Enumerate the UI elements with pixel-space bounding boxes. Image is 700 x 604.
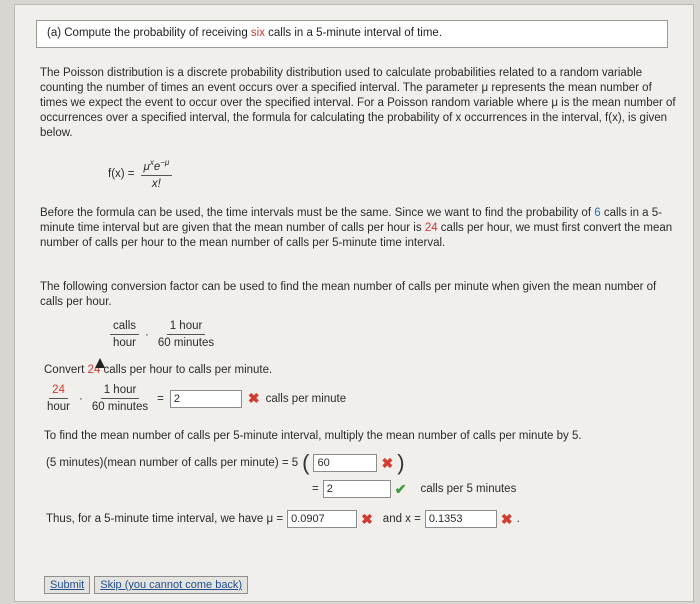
five-minute-result-row: = 2 ✔ calls per 5 minutes xyxy=(312,480,517,497)
question-header xyxy=(36,20,668,48)
action-buttons xyxy=(44,576,248,594)
calc-fraction-2: $\frac{\text{1 hour}}{\text{60 minutes}}$ xyxy=(91,384,149,413)
five-minute-product-row: (5 minutes)(mean number of calls per minute) = 5 ( 60 ✖ ) xyxy=(46,450,405,475)
calls-per-minute-input[interactable]: 2 xyxy=(170,390,242,408)
formula-lhs: f(x) = xyxy=(108,167,135,180)
conversion-factor xyxy=(110,320,217,349)
twentyfour-value: 24 xyxy=(424,222,438,234)
header-suffix: calls in a 5-minute interval of time. xyxy=(264,27,443,39)
incorrect-icon: ✖ xyxy=(247,390,260,406)
poisson-formula xyxy=(108,158,172,190)
header-highlight: six xyxy=(250,27,265,39)
incorrect-icon: ✖ xyxy=(500,510,513,527)
convert-instruction: Convert 24 calls per hour to calls per minute. xyxy=(44,364,273,376)
incorrect-icon: ✖ xyxy=(361,510,373,527)
x-input[interactable]: 0.1353 xyxy=(425,510,497,528)
formula-numerator: $\mu^xe^{-\mu}$ xyxy=(141,158,173,176)
calls-per-5-minutes-input[interactable]: 2 xyxy=(323,480,391,498)
calls-per-minute-unit: calls per minute xyxy=(265,392,347,405)
mu-input[interactable]: 0.0907 xyxy=(287,510,357,528)
calls-per-5-minutes-unit: calls per 5 minutes xyxy=(420,483,517,495)
correct-icon: ✔ xyxy=(394,480,407,497)
conversion-paragraph: The following conversion factor can be used to find the mean number of calls per minute when given the mean number of calls per hour. xyxy=(40,281,657,308)
five-minute-instruction: To find the mean number of calls per 5-minute interval, multiply the mean number of calls per minute by 5. xyxy=(44,430,582,442)
calls-per-minute-product-input[interactable]: 60 xyxy=(313,454,377,472)
calc-fraction-1: $\frac{24}{\text{hour}}$ xyxy=(47,384,71,413)
header-prefix: (a) Compute the probability of receiving xyxy=(47,27,251,39)
six-value: 6 xyxy=(594,207,601,219)
factor-fraction-1: $\frac{\text{calls}}{\text{hour}}$ xyxy=(110,320,139,349)
before-paragraph: Before the formula can be used, the time intervals must be the same. Since we want to find the probability of 6 calls in a 5-minute time interval but are given that the mean number of calls per hour is 24 calls per hour, we must first convert the mean number of calls per hour to the mean number of calls per 5-minute time interval. xyxy=(40,207,673,249)
calls-per-minute-row: $\frac{24}{\text{hour}}$ · $\frac{\text{1 hour}}{\text{60 minutes}}$ = 2 ✖ calls per minute xyxy=(44,384,346,413)
formula-denominator: x! xyxy=(151,177,161,190)
intro-paragraph: The Poisson distribution is a discrete probability distribution used to calculate probabilities related to a random variable counting the number of times an event occurs over a specified interval. The parameter μ represents the mean number of times we expect the event to occur over the specified interval. For a Poisson random variable where μ is the mean number of occurrences over a specified interval, the formula for calculating the probability of x occurrences in the interval, f(x), is given below. xyxy=(40,67,676,139)
factor-dot: · xyxy=(145,328,149,341)
submit-button[interactable]: Submit xyxy=(44,576,90,594)
incorrect-icon: ✖ xyxy=(381,454,394,471)
formula-fraction xyxy=(141,158,173,190)
mouse-cursor-icon xyxy=(95,358,105,368)
factor-fraction-2: $\frac{\text{1 hour}}{\text{60 minutes}}$ xyxy=(157,320,215,349)
skip-button[interactable]: Skip (you cannot come back) xyxy=(94,576,248,594)
mu-x-row: Thus, for a 5-minute time interval, we have μ = 0.0907 ✖ and x = 0.1353 ✖ . xyxy=(46,510,520,527)
